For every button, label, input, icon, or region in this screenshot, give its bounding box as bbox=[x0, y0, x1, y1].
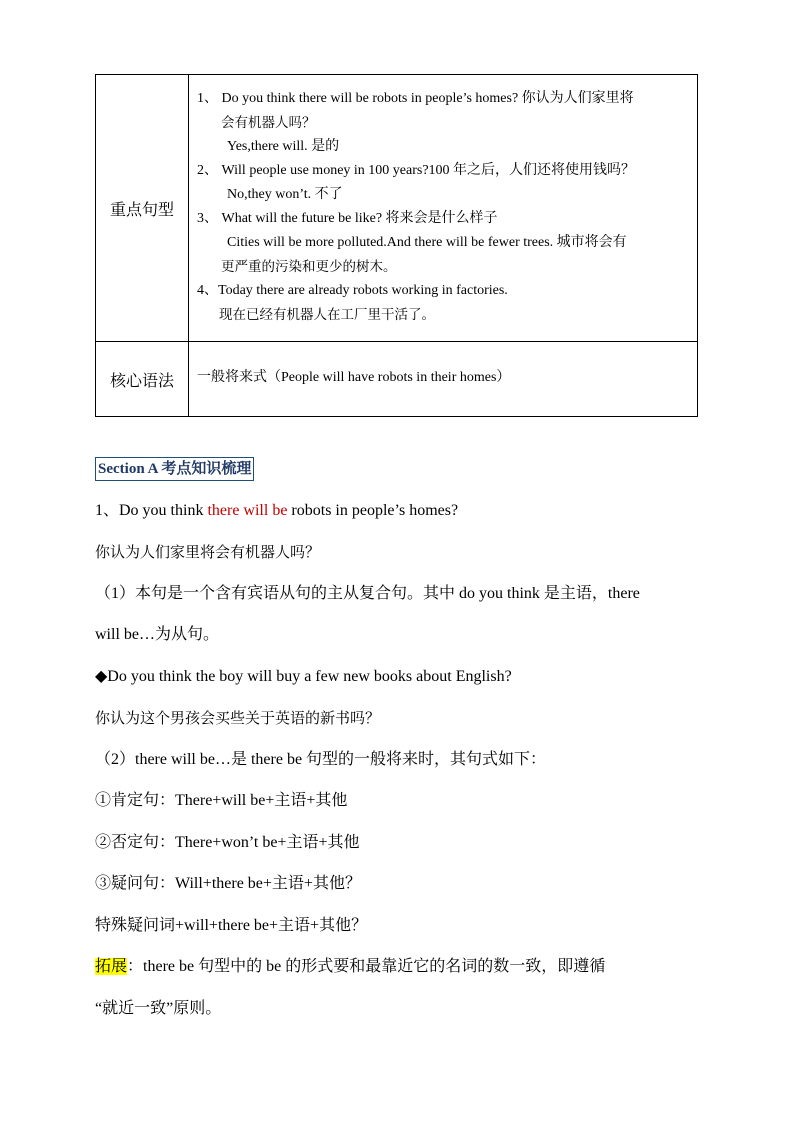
summary-table bbox=[95, 74, 698, 417]
section-title: Section A 考点知识梳理 bbox=[95, 457, 254, 481]
key-sentences-cell bbox=[189, 75, 698, 342]
table-row bbox=[96, 342, 698, 417]
item-1-sentence bbox=[95, 497, 705, 539]
core-grammar-cell: 一般将来式（People will have robots in their homes） bbox=[189, 342, 698, 417]
sentence-line: Cities will be more polluted.And there will be fewer trees. 城市将会有 bbox=[227, 235, 627, 250]
sentence-line: 更严重的污染和更少的树木。 bbox=[221, 259, 397, 275]
section-body bbox=[95, 455, 705, 1036]
table-row bbox=[96, 75, 698, 342]
pattern-wh-question: 特殊疑问词+will+there be+主语+其他？ bbox=[95, 916, 368, 934]
row-label-key-sentences: 重点句型 bbox=[96, 75, 189, 342]
sentence-line: 2、 Will people use money in 100 years?100 年之后，人们还将使用钱吗？ bbox=[197, 163, 636, 178]
sentence-line: Yes,there will. 是的 bbox=[227, 139, 340, 154]
example-sentence: ◆Do you think the boy will buy a few new books about English? bbox=[95, 667, 512, 685]
pattern-negative: ②否定句：There+won’t be+主语+其他 bbox=[95, 833, 360, 851]
pattern-question: ③疑问句：Will+there be+主语+其他？ bbox=[95, 875, 361, 892]
highlight-phrase: there will be bbox=[207, 501, 288, 519]
sentence-line: No,they won’t. 不了 bbox=[227, 187, 343, 202]
extension-text: ：there be 句型中的 be 的形式要和最靠近它的名词的数一致，即遵循 bbox=[127, 958, 606, 975]
extension-label: 拓展 bbox=[95, 958, 128, 975]
paragraph: 你认为人们家里将会有机器人吗？ bbox=[95, 543, 321, 561]
sentence-line: 4、Today there are already robots working in factories. bbox=[197, 283, 508, 298]
extension-note-cont: “就近一致”原则。 bbox=[95, 999, 222, 1017]
paragraph: （2）there will be…是 there be 句型的一般将来时，其句式如下： bbox=[95, 750, 547, 768]
paragraph: will be…为从句。 bbox=[95, 626, 219, 643]
row-label-core-grammar: 核心语法 bbox=[96, 342, 189, 417]
sentence-line: 1、 Do you think there will be robots in people’s homes? 你认为人们家里将 bbox=[197, 91, 634, 106]
extension-note bbox=[95, 953, 705, 995]
sentence-line: 现在已经有机器人在工厂里干活了。 bbox=[219, 307, 435, 323]
paragraph: （1）本句是一个含有宾语从句的主从复合句。其中 do you think 是主语，there bbox=[95, 584, 640, 602]
paragraph: 你认为这个男孩会买些关于英语的新书吗？ bbox=[95, 709, 381, 727]
item-1-prefix: 1、Do you think bbox=[95, 501, 208, 519]
sentence-line: 3、 What will the future be like? 将来会是什么样子 bbox=[197, 211, 498, 226]
item-1-suffix: robots in people’s homes? bbox=[287, 501, 459, 519]
pattern-affirmative: ①肯定句：There+will be+主语+其他 bbox=[95, 792, 348, 809]
sentence-line: 会有机器人吗？ bbox=[221, 115, 316, 131]
